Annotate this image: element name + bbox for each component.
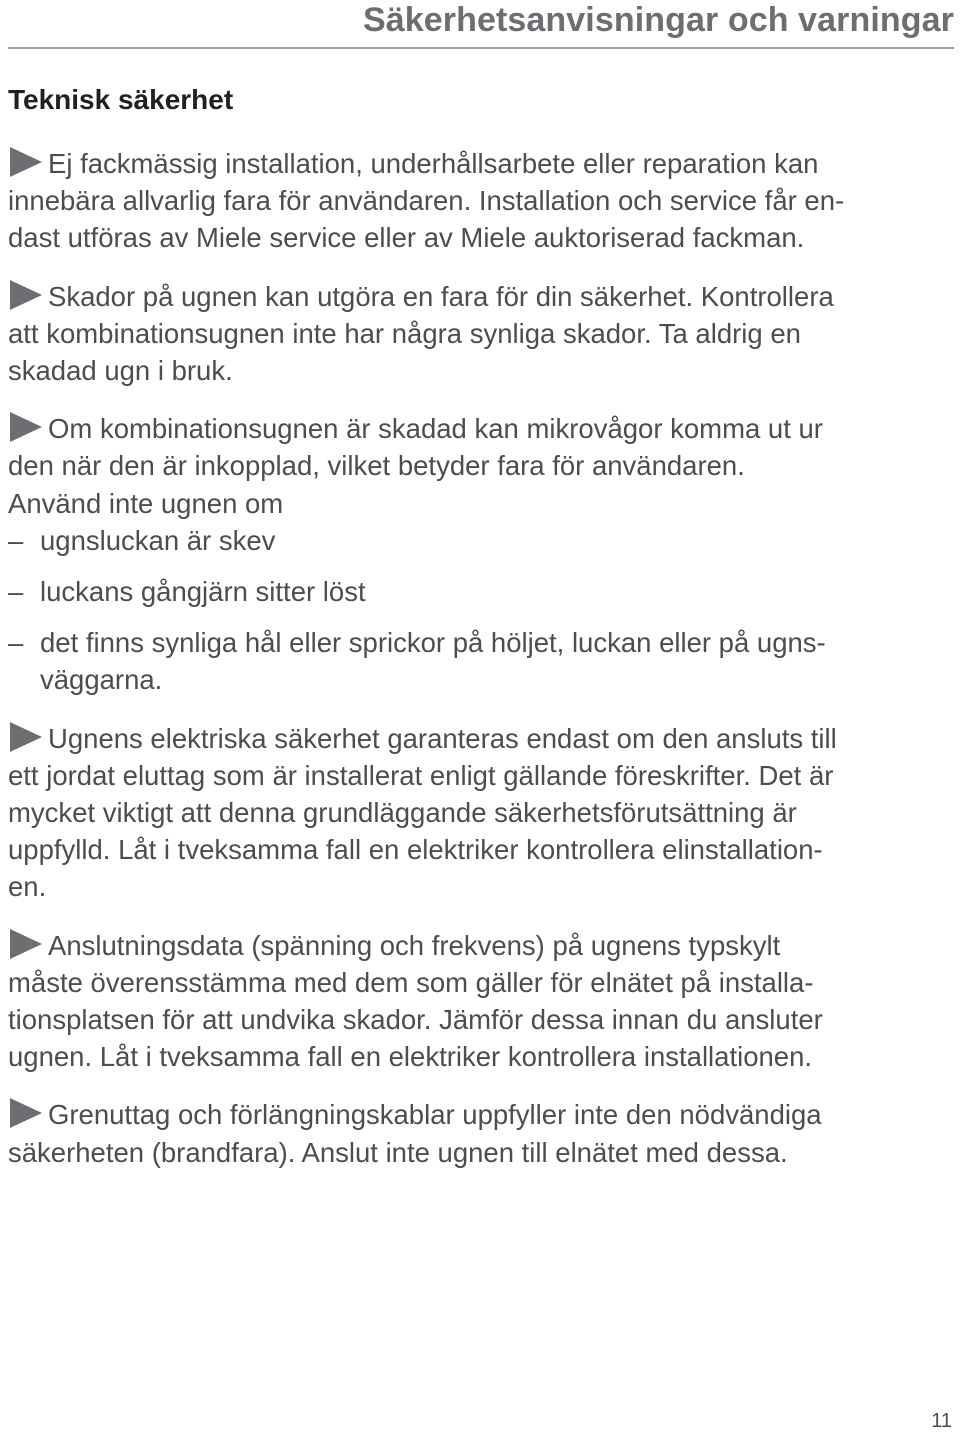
triangle-right-icon <box>10 722 42 752</box>
triangle-right-icon <box>10 412 42 442</box>
page-number: 11 <box>931 1410 952 1432</box>
warning-paragraph-electrical-safety: Ugnens elektriska säkerhet garanteras endast om den ansluts till ett jordat eluttag som är installerat enligt gällande föreskrifter. Det är mycket viktigt att denna grundläggande säkerhetsförutsättning är uppfylld. Låt i tveksamma fall en elektriker kontrollera elinstallation- en. <box>8 722 837 903</box>
document-body <box>8 145 948 1192</box>
warning-paragraph-installation: Ej fackmässig installation, underhållsarbete eller reparation kan innebära allvarlig fara för användaren. Installation och service får en- dast utföras av Miele service eller av Miele auktoriserad fackman. <box>8 148 845 254</box>
list-item: – det finns synliga hål eller sprickor på höljet, luckan eller på ugns- väggarna. <box>8 624 948 698</box>
list-item: – luckans gångjärn sitter löst <box>8 573 948 610</box>
warning-paragraph-connection-data: Anslutningsdata (spänning och frekvens) på ugnens typskylt måste överensstämma med dem som gäller för elnätet på installa- tionsplatsen för att undvika skador. Jämför dessa innan du ansluter ugnen. Låt i tveksamma fall en elektriker kontrollera installationen. <box>8 929 823 1073</box>
dash-bullet: – <box>8 524 24 556</box>
triangle-right-icon <box>10 1098 42 1128</box>
section-title: Teknisk säkerhet <box>8 84 234 115</box>
list-item: – ugnsluckan är skev <box>8 522 948 559</box>
dash-bullet: – <box>8 627 24 659</box>
warning-paragraph-microwaves: Om kombinationsugnen är skadad kan mikrovågor komma ut ur den när den är inkopplad, vilket betyder fara för användaren. Använd inte ugnen om <box>8 413 823 519</box>
triangle-right-icon <box>10 147 42 177</box>
warning-paragraph-extension-cables: Grenuttag och förlängningskablar uppfyller inte den nödvändiga säkerheten (brandfara). Anslut inte ugnen till elnätet med dessa. <box>8 1099 822 1168</box>
triangle-right-icon <box>10 929 42 959</box>
triangle-right-icon <box>10 280 42 310</box>
page-header-title: Säkerhetsanvisningar och varningar <box>362 1 954 39</box>
header-divider <box>8 47 954 49</box>
dash-bullet: – <box>8 576 24 608</box>
warning-paragraph-damage: Skador på ugnen kan utgöra en fara för din säkerhet. Kontrollera att kombinationsugnen inte har några synliga skador. Ta aldrig en skadad ugn i bruk. <box>8 280 834 387</box>
condition-list <box>8 522 948 699</box>
